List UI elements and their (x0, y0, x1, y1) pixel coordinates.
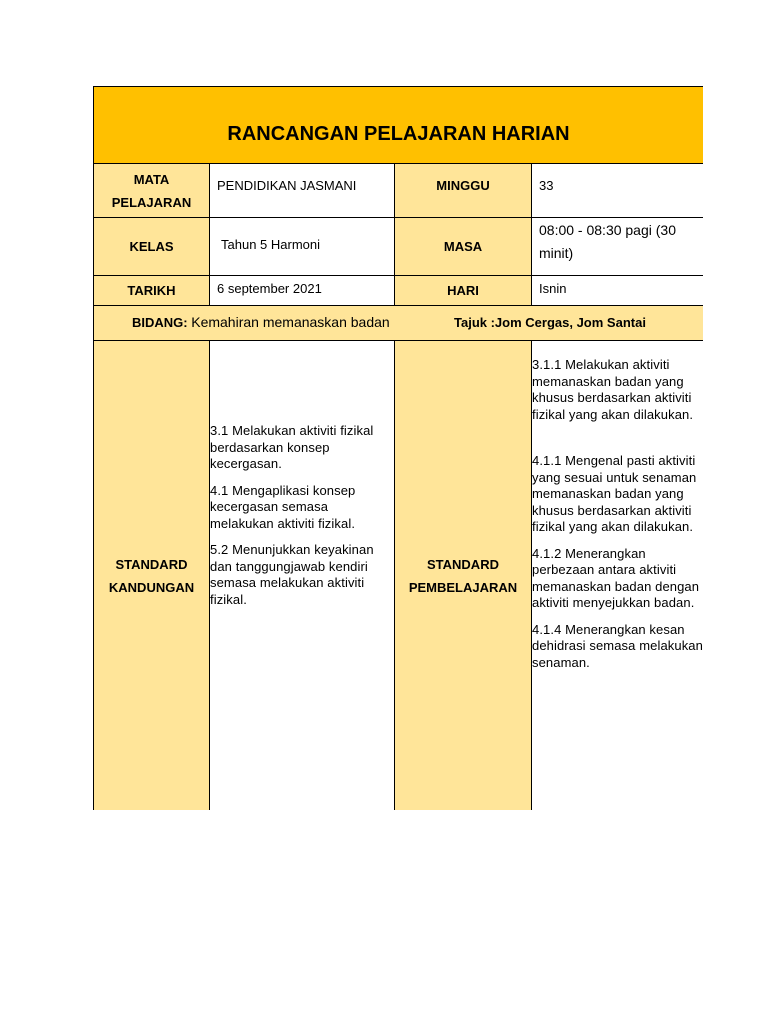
tarikh-label: TARIKH (127, 283, 176, 298)
hari-label: HARI (447, 283, 479, 298)
standard-pembelajaran-label-1: STANDARD (427, 556, 499, 572)
hari-value-cell (532, 276, 703, 306)
standard-kandungan-content (210, 341, 395, 810)
pembelajaran-item: 4.1.2 Menerangkan perbezaan antara aktiviti memanaskan badan dengan aktiviti menyejukkan badan. (532, 545, 700, 610)
title-cell (94, 87, 703, 164)
standard-kandungan-label-cell (94, 341, 210, 810)
lesson-plan-table (93, 86, 703, 810)
tarikh-label-cell (94, 276, 210, 306)
bidang-value: Kemahiran memanaskan badan (191, 314, 390, 330)
page-title: RANCANGAN PELAJARAN HARIAN (227, 122, 570, 145)
standard-pembelajaran-content (532, 341, 703, 810)
standard-kandungan-label-2: KANDUNGAN (108, 579, 195, 595)
kandungan-item: 3.1 Melakukan aktiviti fizikal berdasarkan konsep kecergasan. (210, 423, 374, 471)
kandungan-item: 5.2 Menunjukkan keyakinan dan tanggungjawab kendiri semasa melakukan aktiviti fizikal. (210, 542, 374, 607)
minggu-label: MINGGU (436, 178, 490, 193)
kandungan-item: 4.1 Mengaplikasi konsep kecergasan semasa melakukan aktiviti fizikal. (210, 482, 356, 531)
tarikh-value: 6 september 2021 (217, 281, 322, 296)
hari-value: Isnin (539, 281, 567, 296)
kelas-value: Tahun 5 Harmoni (221, 237, 320, 252)
mata-pelajaran-value-cell (210, 164, 395, 218)
masa-value-1: 08:00 - 08:30 pagi (30 (539, 222, 676, 238)
pembelajaran-item: 3.1.1 Melakukan aktiviti memanaskan badan yang khusus berdasarkan aktiviti fizikal yang akan dilakukan. (532, 357, 694, 422)
kelas-label: KELAS (129, 239, 174, 254)
kelas-value-cell (210, 218, 395, 276)
standard-pembelajaran-label-2: PEMBELAJARAN (408, 579, 518, 595)
standard-pembelajaran-label-cell (395, 341, 532, 810)
kelas-label-cell (94, 218, 210, 276)
minggu-value-cell (532, 164, 703, 218)
mata-pelajaran-value: PENDIDIKAN JASMANI (217, 178, 357, 193)
masa-value-cell (532, 218, 703, 276)
tajuk-text: Tajuk :Jom Cergas, Jom Santai (454, 315, 646, 330)
standard-kandungan-label-1: STANDARD (115, 556, 188, 572)
masa-label-cell (395, 218, 532, 276)
pembelajaran-item: 4.1.4 Menerangkan kesan dehidrasi semasa melakukan senaman. (532, 621, 703, 670)
bidang-row (94, 306, 703, 341)
masa-label: MASA (443, 239, 483, 254)
pembelajaran-item: 4.1.1 Mengenal pasti aktiviti yang sesuai untuk senaman memanaskan badan yang khusus berdasarkan aktiviti fizikal yang akan dilakukan. (532, 453, 697, 534)
tarikh-value-cell (210, 276, 395, 306)
minggu-value: 33 (539, 178, 554, 193)
mata-pelajaran-label-2: PELAJARAN (111, 194, 192, 210)
mata-pelajaran-label-1: MATA (133, 171, 170, 187)
minggu-label-cell (395, 164, 532, 218)
masa-value-2: minit) (539, 245, 574, 261)
bidang-label: BIDANG: (132, 315, 188, 330)
mata-pelajaran-label-cell (94, 164, 210, 218)
hari-label-cell (395, 276, 532, 306)
